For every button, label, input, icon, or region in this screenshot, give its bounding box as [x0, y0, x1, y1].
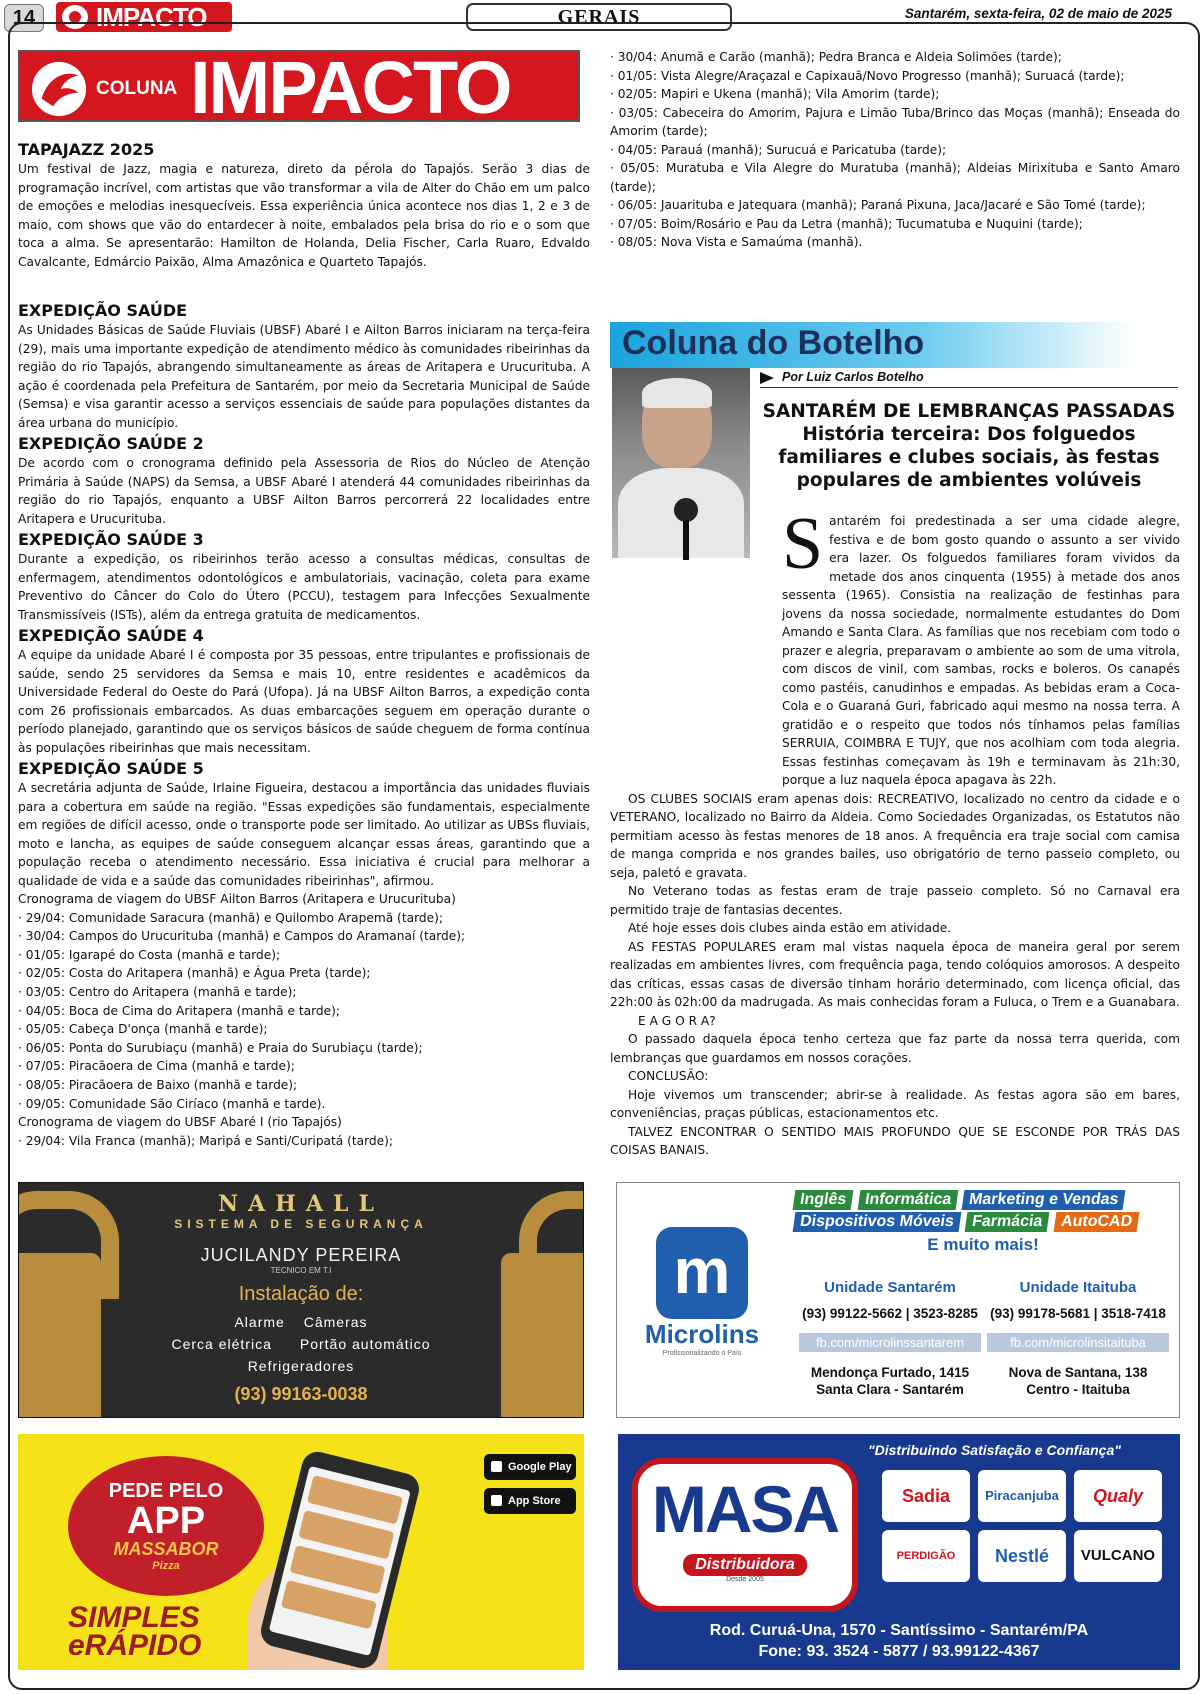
nahall-name: JUCILANDY PEREIRA — [200, 1245, 402, 1265]
headline-sub: História terceira: Dos folguedos familiares e clubes sociais, às festas populares de ambientes volúveis — [778, 424, 1160, 491]
list-item: · 30/04: Anumã e Carão (manhã); Pedra Branca e Aldeia Solimões (tarde); — [610, 50, 1062, 64]
article-paragraph: TALVEZ ENCONTRAR O SENTIDO MAIS PROFUNDO QUE SE ESCONDE POR TRÁS DAS COISAS BANAIS. — [610, 1124, 1180, 1157]
tag: Farmácia — [965, 1212, 1050, 1232]
botelho-title: Coluna do Botelho — [622, 324, 925, 362]
smartphone-icon — [258, 1448, 423, 1670]
brand-nestle: Nestlé — [978, 1530, 1066, 1582]
article-paragraph: No Veterano todas as festas eram de traje passeio completo. Só no Carnaval era permitido traje de fantasias decentes. — [610, 884, 1180, 917]
brand-sadia: Sadia — [882, 1470, 970, 1522]
banner-small-text: COLUNA — [96, 78, 178, 99]
massabor-slogan: SIMPLES eRÁPIDO — [68, 1601, 202, 1662]
masa-address: Rod. Curuá-Una, 1570 - Santíssimo - Santarém/PA — [709, 1622, 1089, 1639]
list-item: · 05/05: Muratuba e Vila Alegre do Muratuba (manhã); Aldeias Mirixituba e Santo Amaro (tarde); — [610, 161, 1180, 194]
brand-piracanjuba: Piracanjuba — [978, 1470, 1066, 1522]
article-paragraph: Santarém foi predestinada a ser uma cidade alegre, festiva e de bom gosto quando o assunto a ser vivido era lazer. Os folguedos familiares foram vividos da metade dos anos cinquenta (1955) à metade dos anos sessenta (1965). Consistia na realização de festinhas para jovens da nossa sociedade, normalmente estudantes do Dom Amando e Santa Clara. As famílias que nos recebiam com todo o prazer e alegria, preparavam o ambiente ao som de uma vitrola, com discos de vinil, com sambas, rocks e boleros. Os canapés como pastéis, canudinhos e empadas. As bebidas eram a Coca-Cola e o Guaraná Guri, fabricado aqui mesmo na nossa terra. A gratidão e o respeito que todos nós tínhamos pelas famílias SERRUIA, COIMBRA E TUJY, que nos acolhiam com toda alegria. Essas festinhas começavam às 19h e terminavam às 21h:30, porque a luz naquela época apagava às 22h. — [782, 503, 1180, 787]
list-item: · 03/05: Cabeceira do Amorim, Pajura e Limão Tuba/Brinco das Moças (manhã); Enseada do Amorim (tarde); — [610, 105, 1180, 138]
brand-qualy: Qualy — [1074, 1470, 1162, 1522]
schedule-list-left — [18, 890, 590, 1150]
heading-expedicao-4: EXPEDIÇÃO SAÚDE 4 — [18, 626, 204, 645]
paragraph-expedicao-4: A equipe da unidade Abaré I é composta por 35 pessoas, entre tripulantes e profissionais de saúde, sendo 25 servidores da Semsa e mais 10, entre residentes e acadêmicos da Universidade Federal do Oeste do Pará (Ufopa). Já na UBSF Ailton Barros, a expedição conta com 26 profissionais embarcados. As duas embarcações seguem em operação durante o período planejado, garantindo que os serviços básicos de saúde cheguem de forma contínua às populações ribeirinhas que mais necessitam. — [18, 648, 590, 755]
list-item: · 08/05: Nova Vista e Samaúma (manhã). — [610, 235, 863, 249]
article-paragraph: O passado daquela época tenho certeza que faz parte da nossa terra querida, com lembranças que guardamos em nossos corações. — [610, 1032, 1180, 1065]
microlins-name: Microlins — [644, 1319, 760, 1349]
section-title: GERAIS — [466, 3, 732, 31]
bird-logo-icon — [30, 60, 88, 118]
ad-microlins[interactable] — [616, 1182, 1180, 1418]
nahall-brand: NAHALL — [218, 1191, 384, 1217]
botelho-column-banner — [610, 322, 1180, 368]
list-item: · 04/05: Boca de Cima do Aritapera (manhã e tarde); — [18, 1003, 340, 1018]
article-paragraph: CONCLUSÃO: — [628, 1069, 709, 1083]
tag: AutoCAD — [1054, 1212, 1140, 1232]
list-item: · 06/05: Jauarituba e Jatequara (manhã); Paraná Pixuna, Jaca/Jacaré e São Tomé (tarde); — [610, 198, 1146, 212]
nahall-tagline: SISTEMA DE SEGURANÇA — [174, 1217, 428, 1231]
tag: Inglês — [793, 1190, 854, 1210]
dateline: Santarém, sexta-feira, 02 de maio de 2025 — [904, 6, 1172, 21]
article-paragraph: Até hoje esses dois clubes ainda estão em atividade. — [628, 921, 952, 935]
unit-santarem: Unidade Santarém (93) 99122-5662 | 3523-8285 fb.com/microlinssantarem Mendonça Furtado, 1415 Santa Clara - Santarém — [799, 1279, 981, 1398]
list-item: Cronograma de viagem do UBSF Ailton Barros (Aritapera e Urucurituba) — [18, 892, 456, 906]
list-item: · 29/04: Comunidade Saracura (manhã) e Quilombo Arapemã (tarde); — [18, 910, 443, 925]
page-number: 14 — [4, 4, 44, 32]
brand-logos — [882, 1470, 1172, 1582]
paragraph-expedicao-1: As Unidades Básicas de Saúde Fluviais (UBSF) Abaré I e Ailton Barros iniciaram na terça-feira (29), mais uma importante expedição de atendimento médico às comunidades ribeirinhas da região do rio Tapajós, abrangendo simultaneamente as áreas de Aritapera e Urucurituba. A ação é coordenada pela Prefeitura de Santarém, por meio da Secretaria Municipal de Saúde (Semsa) e visa garantir acesso a serviços essenciais de saúde para populações distantes da área urbana do município. — [18, 323, 590, 430]
banner-big-text: IMPACTO — [190, 46, 511, 129]
google-play-button[interactable]: Google Play — [484, 1454, 576, 1480]
nahall-role: TECNICO EM T.I — [270, 1266, 332, 1275]
list-item: Cronograma de viagem do UBSF Abaré I (rio Tapajós) — [18, 1115, 342, 1130]
paragraph-expedicao-3: Durante a expedição, os ribeirinhos terão acesso a consultas médicas, consultas de enfermagem, atendimentos odontológicos e ambulatoriais, vacinação, coleta para exame Preventivo do Câncer do Colo do Útero (PCCU), testagem para Infecções Sexualmente Transmissíveis (ISTs), além da entrega gratuita de medicamentos. — [18, 552, 590, 622]
article-paragraph: AS FESTAS POPULARES eram mal vistas naquela época de maneira geral por serem realizadas em ambientes livres, com frequência paga, tendo colóquios amorosos. A despeito das críticas, essas casas de diversão tinham horário determinado, com licença oficial, das 22h:00 às 02h:00 da madrugada. As mais conhecidas foram a Fuluca, o Trem e a Guanabara. — [610, 939, 1180, 1009]
masa-slogan: "Distribuindo Satisfação e Confiança" — [868, 1442, 1121, 1458]
list-item: · 07/05: Boim/Rosário e Pau da Letra (manhã); Tucumatuba e Nuquini (tarde); — [610, 216, 1083, 231]
article-headline — [760, 400, 1178, 492]
paragraph-tapajazz: Um festival de Jazz, magia e natureza, direto da pérola do Tapajós. Serão 3 dias de programação incrível, com artistas que vão transformar a vila de Alter do Chão em um palco de emoções e melodias inesquecíveis. Essa experiência única acontece nos dias 1, 2 e 3 de maio, com shows que vão do entardecer à noite, embalados pela brisa do rio e o som que toca a alma. Se apresentarão: Hamilton de Holanda, Delia Fischer, Carla Ruaro, Edvaldo Cavalcante, Edmárcio Paixão, Alma Amazônica e Quarteto Tapajós. — [18, 162, 590, 269]
nahall-services-1: Alarme Câmeras — [234, 1314, 368, 1330]
list-item: · 02/05: Mapiri e Ukena (manhã); Vila Amorim (tarde); — [610, 87, 940, 101]
page-header — [0, 0, 1200, 34]
ad-massabor[interactable] — [18, 1434, 584, 1670]
nahall-phone: (93) 99163-0038 — [234, 1384, 368, 1404]
paragraph-expedicao-2: De acordo com o cronograma definido pela Assessoria de Rios do Núcleo de Atenção Primária à Saúde (NAPS) da Semsa, a UBSF Abaré I atenderá 44 comunidades ribeirinhas da região do rio Tapajós, enquanto a UBSF Ailton Barros percorrerá 22 localidades entre Aritapera e Urucurituba. — [18, 456, 590, 526]
list-item: · 05/05: Cabeça D'onça (manhã e tarde); — [18, 1022, 268, 1037]
tag: Marketing e Vendas — [962, 1190, 1126, 1210]
impacto-logo — [56, 2, 232, 32]
masa-contact — [618, 1620, 1180, 1662]
microlins-slogan: Profissionalizando o País — [662, 1350, 742, 1357]
tag: Dispositivos Móveis — [793, 1212, 962, 1232]
more-text: E muito mais! — [927, 1235, 1039, 1254]
article-paragraph: Hoje vivemos um transcender; abrir-se à realidade. As festas agora são em bares, conveniências, praças públicas, estacionamentos etc. — [610, 1087, 1180, 1120]
list-item: · 04/05: Parauá (manhã); Surucuá e Paricatuba (tarde); — [610, 142, 947, 157]
microlins-m-icon: m — [656, 1227, 748, 1319]
brand-perdigao: PERDIGÃO — [882, 1530, 970, 1582]
article-paragraph: E A G O R A? — [638, 1013, 716, 1028]
nahall-services-3: Refrigeradores — [247, 1358, 355, 1374]
ad-nahall[interactable] — [18, 1182, 584, 1418]
list-item: · 29/04: Vila Franca (manhã); Maripá e Santi/Curipatá (tarde); — [18, 1133, 394, 1148]
masa-phone: Fone: 93. 3524 - 5877 / 93.99122-4367 — [758, 1643, 1040, 1660]
list-item: · 30/04: Campos do Urucurituba (manhã) e Campos do Aramanaí (tarde); — [18, 929, 466, 944]
list-item: · 01/05: Igarapé do Costa (manhã e tarde); — [18, 947, 281, 962]
heading-expedicao-2: EXPEDIÇÃO SAÚDE 2 — [18, 434, 204, 453]
eye-logo-icon — [62, 5, 88, 29]
byline: Por Luiz Carlos Botelho — [760, 370, 1178, 388]
tag: Informática — [857, 1190, 958, 1210]
course-tags — [793, 1189, 1173, 1255]
coluna-impacto-banner — [18, 46, 580, 129]
botelho-article — [610, 503, 1180, 1160]
heading-expedicao-5: EXPEDIÇÃO SAÚDE 5 — [18, 759, 204, 778]
address-itaituba: Nova de Santana, 138 Centro - Itaituba — [1008, 1365, 1148, 1397]
phone-santarem: (93) 99122-5662 | 3523-8285 — [802, 1306, 978, 1321]
microlins-logo — [627, 1227, 777, 1357]
headline-main: SANTARÉM DE LEMBRANÇAS PASSADAS — [762, 401, 1176, 422]
facebook-itaituba: fb.com/microlinsitaituba — [987, 1333, 1169, 1352]
phone-itaituba: (93) 99178-5681 | 3518-7418 — [990, 1306, 1166, 1321]
unit-itaituba: Unidade Itaituba (93) 99178-5681 | 3518-7418 fb.com/microlinsitaituba Nova de Santana, 138 Centro - Itaituba — [987, 1279, 1169, 1398]
masa-logo: MASA Distribuidora Desde 2005 — [632, 1458, 858, 1612]
schedule-list-right — [610, 48, 1180, 252]
list-item: · 02/05: Costa do Aritapera (manhã) e Água Preta (tarde); — [18, 966, 371, 981]
drop-cap: S — [782, 503, 824, 585]
heading-expedicao-3: EXPEDIÇÃO SAÚDE 3 — [18, 530, 204, 549]
app-store-button[interactable]: App Store — [484, 1488, 576, 1514]
logo-text: IMPACTO — [96, 2, 207, 32]
article-paragraph: OS CLUBES SOCIAIS eram apenas dois: RECREATIVO, localizado no centro da cidade e o VETERANO, localizado no Bairro da Aldeia. Como Sociedades Organizadas, os Estatutos não permitiam acesso às festas menores de 18 anos. A frequência era traje social com camisa de manga comprida e nos grandes bailes, uso obrigatório de terno passeio completo, ou seja, paletó e gravata. — [610, 791, 1180, 880]
heading-expedicao-1: EXPEDIÇÃO SAÚDE — [18, 301, 188, 320]
heading-tapajazz: TAPAJAZZ 2025 — [18, 140, 155, 159]
massabor-badge: PEDE PELO APP MASSABOR Pizza — [68, 1456, 264, 1596]
list-item: · 07/05: Piracãoera de Cima (manhã e tarde); — [18, 1059, 295, 1074]
paragraph-expedicao-5: A secretária adjunta de Saúde, Irlaine Figueira, destacou a importância das unidades fluviais para a cobertura em saúde na região. "Essas expedições são fundamentais, especialmente em regiões de difícil acesso, onde o transporte pode ser limitado. Ao utilizar as UBSs fluviais, moto e lancha, as equipes de saúde conseguem alcançar essas áreas, garantindo que a população receba o atendimento necessário. Essa iniciativa é crucial para melhorar a qualidade de vida e a saúde das comunidades ribeirinhas", afirmou. — [18, 781, 590, 888]
list-item: · 09/05: Comunidade São Ciríaco (manhã e tarde). — [18, 1096, 326, 1111]
facebook-santarem: fb.com/microlinssantarem — [799, 1333, 981, 1352]
address-santarem: Mendonça Furtado, 1415 Santa Clara - Santarém — [810, 1365, 970, 1397]
left-column — [18, 46, 590, 1150]
list-item: · 06/05: Ponta do Surubiaçu (manhã) e Praia do Surubiaçu (tarde); — [18, 1040, 423, 1055]
list-item: · 03/05: Centro do Aritapera (manhã e tarde); — [18, 984, 297, 999]
nahall-services-2: Cerca elétrica Portão automático — [171, 1336, 431, 1352]
list-item: · 08/05: Piracãoera de Baixo (manhã e tarde); — [18, 1077, 298, 1092]
list-item: · 01/05: Vista Alegre/Araçazal e Capixauã/Novo Progresso (manhã); Suruacá (tarde); — [610, 68, 1125, 83]
nahall-install: Instalação de: — [238, 1283, 364, 1305]
ad-masa[interactable] — [618, 1434, 1180, 1670]
brand-vulcano: VULCANO — [1074, 1530, 1162, 1582]
